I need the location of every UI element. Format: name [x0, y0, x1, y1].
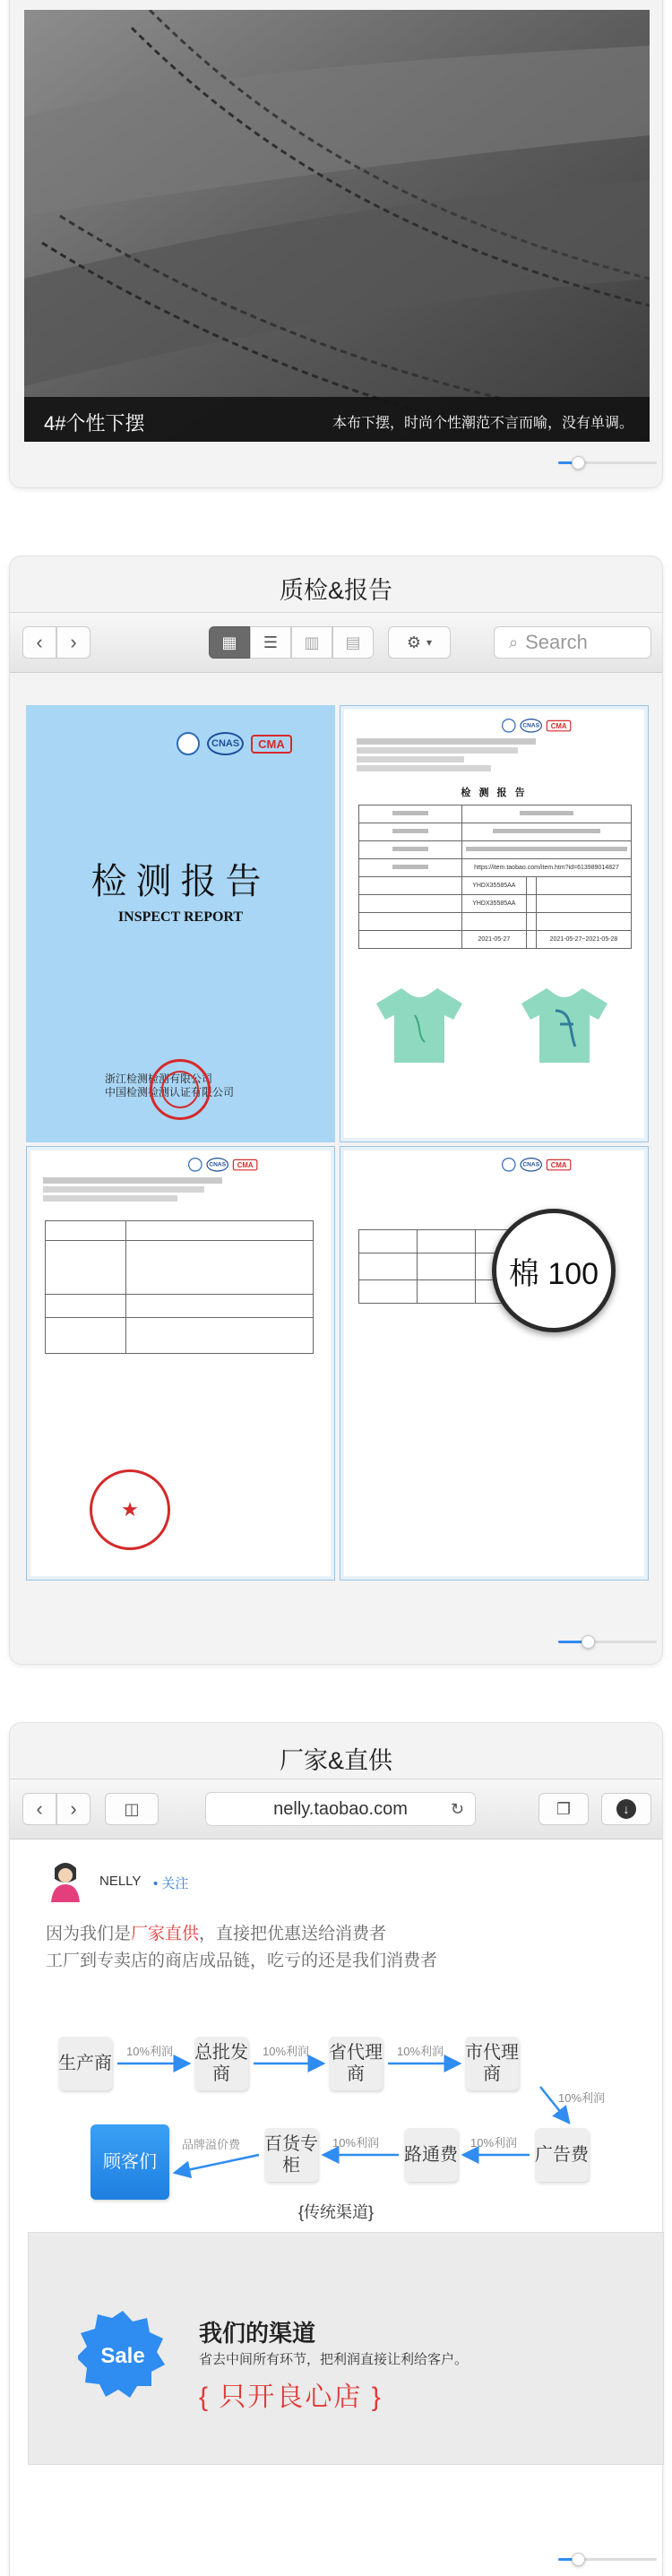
back-button[interactable]: [22, 1793, 56, 1825]
cnas-logo: CNAS: [207, 732, 244, 755]
fabric-detail-card: [9, 0, 663, 488]
tshirt-back-image: [520, 984, 609, 1064]
slider-knob[interactable]: [582, 1635, 595, 1649]
fabric-title: 4#个性下摆: [44, 412, 145, 435]
channel-subtitle: 省去中间所有环节，把利润直接让利给客户。: [199, 2352, 469, 2367]
image-slider[interactable]: [10, 449, 662, 476]
profit-label: 10%利润: [558, 2091, 606, 2105]
chevron-down-icon: ▾: [426, 636, 433, 649]
follow-button[interactable]: • 关注: [153, 1876, 189, 1891]
org-line: 中国检测检测认证有限公司: [105, 1086, 235, 1098]
profit-label: 10%利润: [126, 2045, 174, 2058]
section-title: 厂家&直供: [279, 1747, 392, 1774]
factory-card: [9, 1722, 663, 2576]
report-heading: 检 测 报 告: [461, 788, 528, 798]
magnified-fiber-content: 棉 100: [508, 1256, 599, 1291]
grid-view-button[interactable]: [209, 626, 250, 659]
intro-highlight: 厂家直供: [131, 1925, 200, 1943]
chevron-right-icon: ›: [70, 1797, 77, 1820]
cnas-logo: CNAS: [520, 719, 542, 733]
report-page-4[interactable]: [340, 1146, 649, 1581]
cover-title: 检测报告: [90, 861, 271, 902]
flow-wholesale: 总批发商: [194, 2037, 248, 2090]
ilac-logo: [177, 732, 200, 755]
cnas-logo: CNAS: [520, 1158, 542, 1172]
certification-logos: [502, 1158, 571, 1172]
flow-department-store: 百货专柜: [264, 2128, 318, 2182]
certification-logos: [177, 732, 292, 755]
certification-logos: [188, 1158, 257, 1172]
search-icon: ⌕: [509, 633, 519, 651]
flow-provincial: 省代理商: [329, 2037, 383, 2090]
slider-knob[interactable]: [572, 456, 585, 470]
tshirt-front-image: [375, 984, 464, 1064]
tabs-button[interactable]: [538, 1793, 589, 1825]
fabric-hem-photo: [24, 10, 650, 442]
item-url: https://item.taobao.com/item.htm?id=613989014827: [462, 859, 632, 877]
slider-knob[interactable]: [572, 2553, 585, 2566]
report-page-3[interactable]: [26, 1146, 335, 1581]
store-page: [10, 1839, 662, 2576]
sample-date: 2021-05-27: [462, 931, 527, 949]
report-page-2[interactable]: [340, 705, 649, 1142]
flow-ad-fee: 广告费: [535, 2128, 589, 2182]
sale-badge-text: Sale: [100, 2344, 145, 2368]
search-input[interactable]: [494, 626, 651, 659]
report-toolbar: [10, 612, 662, 673]
image-slider[interactable]: [10, 1628, 662, 1655]
cover-subtitle: INSPECT REPORT: [117, 909, 244, 925]
sidebar-toggle-button[interactable]: [105, 1793, 159, 1825]
report-info-table: [358, 805, 632, 949]
fabric-description: 本布下摆，时尚个性潮范不言而喻，没有单调。: [332, 416, 633, 431]
flow-arrows: [10, 1839, 664, 2234]
coverflow-view-button[interactable]: [332, 626, 374, 659]
ilac-logo: [502, 719, 516, 733]
standards-table: [45, 1220, 314, 1354]
cnas-logo: CNAS: [206, 1158, 228, 1172]
download-icon: ↓: [616, 1799, 636, 1819]
report-cover[interactable]: [26, 705, 335, 1142]
reload-icon[interactable]: ↻: [450, 1799, 464, 1818]
profit-label: 10%利润: [470, 2136, 518, 2150]
channel-slogan: { 只开良心店 }: [199, 2382, 383, 2412]
profit-label: 10%利润: [263, 2045, 310, 2058]
ilac-logo: [502, 1158, 516, 1172]
fabric-hem-illustration: [24, 10, 650, 442]
slider-track[interactable]: [558, 1641, 657, 1643]
list-icon: ☰: [263, 633, 279, 651]
slider-track[interactable]: [558, 2558, 657, 2561]
sidebar-icon: ◫: [124, 1799, 140, 1818]
traditional-channel-label: {传统渠道}: [297, 2203, 375, 2221]
coverflow-icon: ▤: [345, 633, 361, 651]
search-placeholder: Search: [525, 631, 588, 653]
chevron-left-icon: ‹: [36, 1797, 43, 1820]
download-button[interactable]: [601, 1793, 651, 1825]
grid-icon: ▦: [221, 633, 237, 651]
profit-label: 10%利润: [332, 2136, 380, 2150]
flow-city: 市代理商: [465, 2037, 519, 2090]
tabs-icon: ❐: [556, 1799, 572, 1818]
forward-button[interactable]: [56, 626, 90, 659]
intro-text: 因为我们是: [46, 1925, 132, 1943]
brand-fee-label: 品牌溢价费: [182, 2138, 241, 2151]
magnifier-loupe: [492, 1209, 616, 1332]
cma-logo: CMA: [547, 720, 571, 732]
intro-text: ，直接把优惠送给消费者: [199, 1925, 387, 1943]
address-block: [43, 1177, 321, 1202]
browser-toolbar: [10, 1779, 662, 1839]
section-title: 质检&报告: [279, 577, 392, 604]
cma-logo: CMA: [251, 735, 292, 754]
url-text: nelly.taobao.com: [273, 1798, 408, 1819]
cma-logo: CMA: [233, 1159, 257, 1171]
back-button[interactable]: [22, 626, 56, 659]
chevron-right-icon: ›: [70, 631, 77, 653]
org-line: 浙江检测检测有限公司: [105, 1073, 213, 1085]
columns-icon: ▥: [304, 633, 320, 651]
column-view-button[interactable]: [291, 626, 332, 659]
certification-logos: [502, 719, 571, 733]
channel-title: 我们的渠道: [199, 2320, 316, 2347]
list-view-button[interactable]: [250, 626, 291, 659]
gear-icon: ⚙: [406, 633, 422, 651]
forward-button[interactable]: [56, 1793, 90, 1825]
slider-track[interactable]: [558, 461, 657, 464]
flow-channel-fee: 路通费: [404, 2128, 458, 2182]
flow-customer: 顾客们: [90, 2124, 169, 2200]
inspection-seal: ★: [90, 1469, 170, 1550]
test-date-range: 2021-05-27~2021-05-28: [536, 931, 631, 949]
fabric-caption-bar: [24, 397, 650, 442]
ilac-logo: [188, 1158, 202, 1172]
cma-logo: CMA: [547, 1159, 571, 1171]
report-card: [9, 556, 663, 1665]
intro-line-2: 工厂到专卖店的商店成品链，吃亏的还是我们消费者: [46, 1951, 438, 1970]
style-code: YHDX35585AA: [462, 877, 527, 895]
image-slider[interactable]: [10, 2546, 662, 2572]
profit-label: 10%利润: [397, 2045, 444, 2058]
our-channel-panel: [28, 2232, 664, 2465]
flow-producer: 生产商: [58, 2037, 112, 2090]
sale-badge: [78, 2309, 168, 2399]
style-code: YHDX35585AA: [462, 895, 527, 913]
red-seal-stamp: [150, 1059, 211, 1120]
address-bar[interactable]: [205, 1792, 476, 1826]
store-name: NELLY: [99, 1874, 142, 1889]
settings-dropdown-button[interactable]: [388, 626, 451, 659]
chevron-left-icon: ‹: [36, 631, 43, 653]
address-block: [357, 738, 634, 771]
